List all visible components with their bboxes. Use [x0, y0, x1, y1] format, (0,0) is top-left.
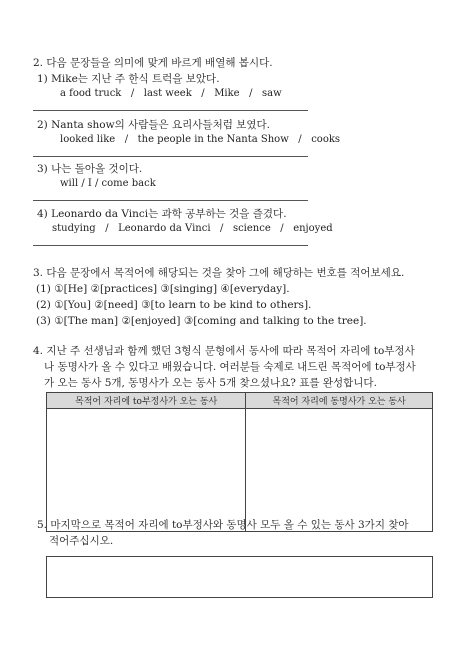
q2-item4-prompt: 4) Leonardo da Vinci는 과학 공부하는 것을 즐겼다.	[37, 208, 287, 220]
q3-item3: (3) ①[The man] ②[enjoyed] ③[coming and talking to the tree].	[36, 315, 367, 327]
q5-line2: 적어주십시오.	[49, 535, 114, 547]
q2-item1-prompt: 1) Mike는 지난 주 한식 트럭을 보았다.	[37, 73, 220, 85]
table-header-to-infinitive: 목적어 자리에 to부정사가 오는 동사	[47, 393, 246, 409]
q2-item4-words: studying / Leonardo da Vinci / science / enjoyed	[52, 223, 333, 234]
verb-table	[46, 392, 433, 532]
q2-item2-words: looked like / the people in the Nanta Show / cooks	[60, 134, 341, 145]
answer-line-4[interactable]	[33, 245, 308, 246]
q2-item3-prompt: 3) 나는 돌아올 것이다.	[37, 163, 143, 175]
answer-line-1[interactable]	[33, 110, 308, 111]
answer-line-3[interactable]	[33, 200, 308, 201]
q2-title: 2. 다음 문장들을 의미에 맞게 바르게 배열해 봅시다.	[33, 57, 273, 69]
table-cell-to-infinitive[interactable]	[47, 409, 246, 532]
q2-item3-words: will / I / come back	[60, 178, 156, 189]
q5-answer-box[interactable]	[46, 556, 433, 598]
table-cell-gerund[interactable]	[246, 409, 433, 532]
q4-line3: 가 오는 동사 5개, 동명사가 오는 동사 5개 찾으셨나요? 표를 완성합니다.	[44, 377, 377, 389]
q2-item1-words: a food truck / last week / Mike / saw	[60, 88, 282, 99]
q4-line2: 나 동명사가 올 수 있다고 배웠습니다. 여러분들 숙제로 내드린 목적어에 to부정사	[44, 361, 416, 373]
answer-line-2[interactable]	[33, 156, 308, 157]
q3-item1: (1) ①[He] ②[practices] ③[singing] ④[everyday].	[36, 283, 290, 295]
q4-line1: 4. 지난 주 선생님과 함께 했던 3형식 문형에서 동사에 따라 목적어 자리에 to부정사	[33, 345, 415, 357]
table-header-gerund: 목적어 자리에 동명사가 오는 동사	[246, 393, 433, 409]
q3-item2: (2) ①[You] ②[need] ③[to learn to be kind to others].	[36, 299, 312, 311]
q2-item2-prompt: 2) Nanta show의 사람들은 요리사들처럼 보였다.	[37, 119, 270, 131]
q3-title: 3. 다음 문장에서 목적어에 해당되는 것을 찾아 그에 해당하는 번호를 적어보세요.	[33, 267, 405, 279]
q5-line1: 5. 마지막으로 목적어 자리에 to부정사와 동명사 모두 올 수 있는 동사 3가지 찾아	[37, 519, 409, 531]
